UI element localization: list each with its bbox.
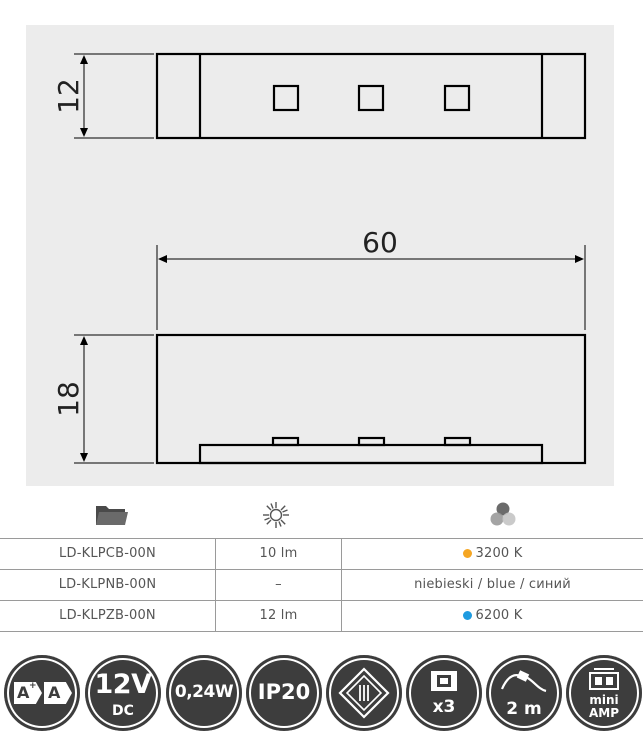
folder-icon [95, 503, 129, 527]
color-value: niebieski / blue / синий [414, 577, 571, 592]
lumen-value: 12 lm [216, 601, 342, 631]
energy-class-badge [4, 655, 80, 731]
safety-class-icon [326, 655, 402, 731]
table-row [0, 538, 643, 569]
color-value: 6200 K [475, 608, 523, 623]
energy-right-label: A [48, 683, 61, 702]
color-dot-icon [463, 549, 472, 558]
drawing-background [26, 25, 614, 486]
safety-class-badge [326, 655, 402, 731]
brightness-icon [262, 501, 290, 529]
lumen-value: 10 lm [216, 539, 342, 569]
dimension-label-length: 60 [362, 226, 398, 259]
table-row [0, 600, 643, 632]
color-icon [488, 501, 518, 529]
table-row [0, 569, 643, 600]
dimension-label-height-top: 12 [52, 78, 85, 114]
product-code: LD-KLPCB-00N [0, 539, 216, 569]
color-value-cell [342, 570, 643, 600]
energy-sup-label: ++ [29, 681, 45, 691]
led-count-badge [406, 655, 482, 731]
ip-rating-badge [246, 655, 322, 731]
led-chip-icon [406, 655, 482, 731]
energy-left-label: A [17, 683, 30, 702]
connector-line1: mini [589, 693, 619, 707]
feature-badges [0, 655, 643, 745]
cable-length-badge [486, 655, 562, 731]
cable-length-value: 2 m [506, 699, 542, 719]
dimension-label-height-side: 18 [52, 381, 85, 417]
color-value-cell [342, 539, 643, 569]
led-count-value: x3 [432, 697, 456, 717]
power-value: 0,24W [174, 682, 234, 702]
table-header [0, 493, 643, 538]
voltage-value: 12V [94, 669, 152, 700]
color-value-cell [342, 601, 643, 631]
lumen-value: – [216, 570, 342, 600]
connector-badge [566, 655, 642, 731]
connector-line2: AMP [588, 706, 620, 720]
voltage-type: DC [112, 703, 134, 719]
color-dot-icon [463, 611, 472, 620]
ip-rating-value: IP20 [257, 680, 311, 704]
product-code: LD-KLPNB-00N [0, 570, 216, 600]
voltage-badge [85, 655, 161, 731]
power-badge [166, 655, 242, 731]
cable-icon [486, 655, 562, 731]
product-code: LD-KLPZB-00N [0, 601, 216, 631]
color-value: 3200 K [475, 546, 523, 561]
